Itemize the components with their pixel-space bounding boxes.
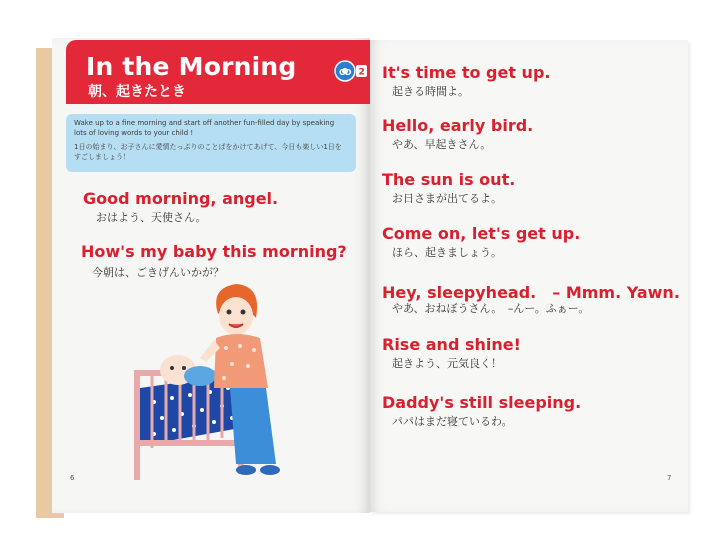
- right-page: [370, 40, 688, 512]
- phrase-ja: やあ、早起きさん。: [392, 138, 492, 151]
- phrase-ja: やあ、おねぼうさん。 –んー。ふぁー。: [392, 302, 590, 315]
- chapter-subtitle: 朝、起きたとき: [88, 84, 186, 100]
- intro-japanese: 1日の始まり、お子さんに愛情たっぷりのことばをかけてあげて、今日も楽しい1日をすごしましょう！: [74, 143, 342, 161]
- phrase-ja: お日さまが出てるよ。: [392, 192, 502, 205]
- phrase-ja: 今朝は、ごきげんいかが？: [92, 266, 224, 279]
- page-number-right: 7: [667, 474, 672, 482]
- phrase-en: The sun is out.: [382, 170, 516, 189]
- intro-english: Wake up to a fine morning and start off another fun-filled day by speaking lots of loving words to your child !: [74, 119, 335, 137]
- cd-icon: [334, 60, 368, 82]
- phrase-en: Rise and shine!: [382, 335, 521, 354]
- phrase-en: Come on, let's get up.: [382, 224, 581, 243]
- phrase-ja: 起きよう、元気良く！: [392, 357, 502, 370]
- chapter-title: In the Morning: [86, 52, 297, 81]
- phrase-ja: 起きる時間よ。: [392, 85, 469, 98]
- intro-box: [66, 114, 356, 172]
- phrase-en: Hello, early bird.: [382, 116, 534, 135]
- phrase-ja: おはよう、天使さん。: [96, 211, 207, 224]
- phrase-en: It's time to get up.: [382, 63, 551, 82]
- phrase-ja: ほら、起きましょう。: [392, 246, 502, 259]
- cd-label: CD: [339, 68, 352, 77]
- mother-baby-crib-illustration: [128, 278, 298, 488]
- phrase-en: Hey, sleepyhead. – Mmm. Yawn.: [382, 283, 680, 302]
- page-number-left: 6: [70, 474, 75, 482]
- phrase-ja: パパはまだ寝ているわ。: [392, 415, 513, 428]
- phrase-en: Good morning, angel.: [83, 189, 279, 208]
- phrase-en: Daddy's still sleeping.: [382, 393, 582, 412]
- phrase-en: How's my baby this morning?: [81, 242, 347, 261]
- cd-track-number: 2: [358, 67, 365, 78]
